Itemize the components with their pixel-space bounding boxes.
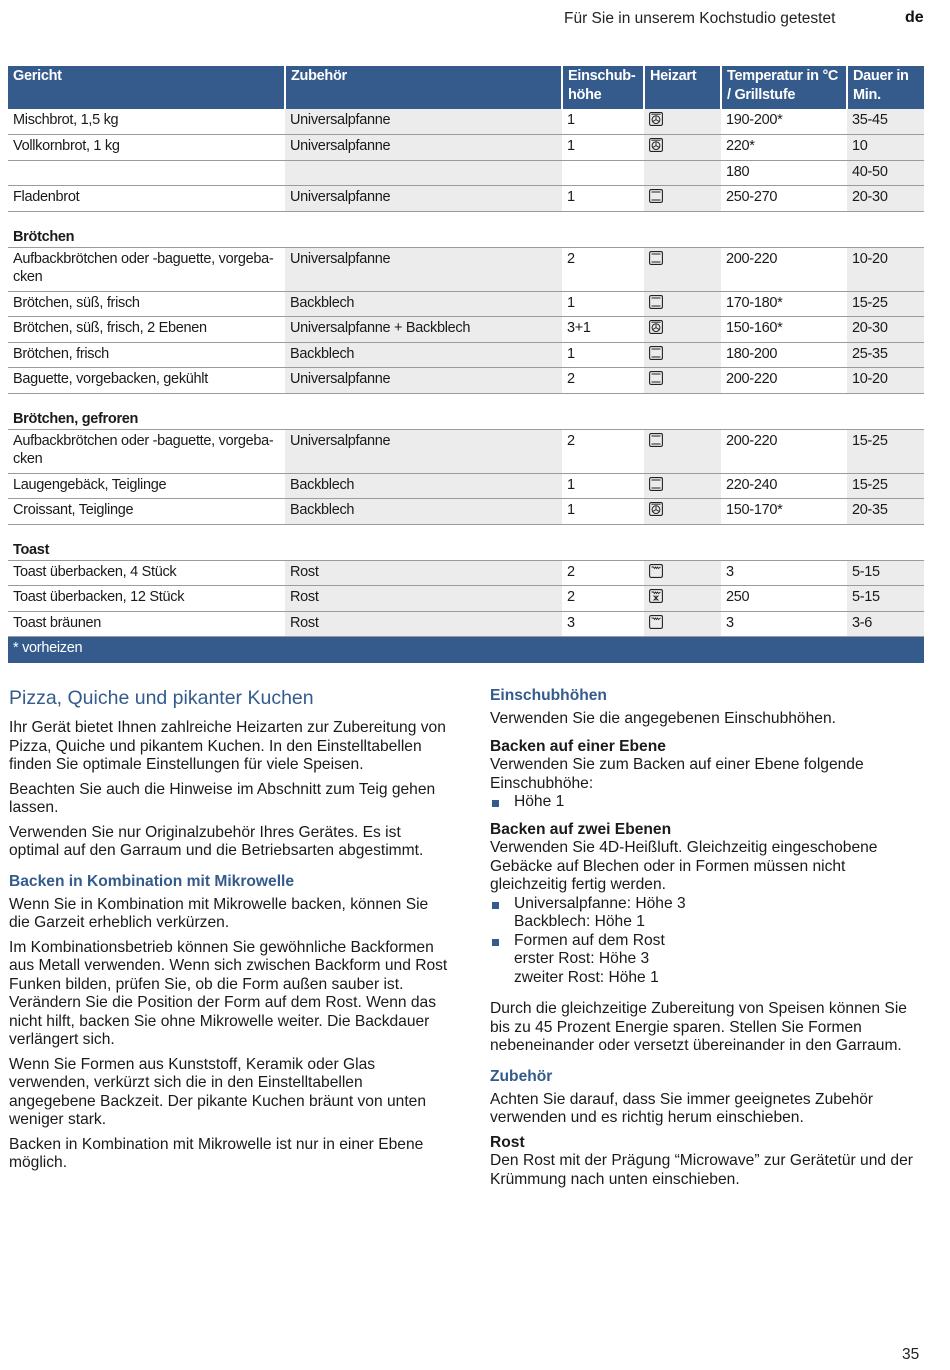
cell-dish: Aufbackbrötchen oder -baguette, vorgeba-cken bbox=[8, 429, 285, 473]
page-number: 35 bbox=[902, 1346, 920, 1363]
cell-level: 3+1 bbox=[562, 317, 644, 343]
cell-dish: Toast überbacken, 4 Stück bbox=[8, 560, 285, 586]
cell-dish: Brötchen, süß, frisch, 2 Ebenen bbox=[8, 317, 285, 343]
cell-temperature: 3 bbox=[721, 611, 847, 637]
top-bottom-heat-icon bbox=[649, 477, 663, 491]
section-row bbox=[8, 524, 924, 560]
cell-dish: Croissant, Teiglinge bbox=[8, 499, 285, 525]
language-code: de bbox=[905, 9, 924, 26]
table-row bbox=[8, 560, 924, 586]
cell-accessory: Universalpfanne bbox=[285, 135, 562, 161]
cell-temperature: 150-160* bbox=[721, 317, 847, 343]
paragraph: Im Kombinationsbetrieb können Sie gewöhnliche Backformen aus Metall verwenden. Wenn sich zwischen Backform und Rost Funken bilden, prüfen Sie, ob die Form außen sauber ist. Verändern Sie die Position der Form auf dem Rost. Wenn das nicht hilft, backen Sie ohne Mikrowelle weiter. Die Backdauer verlängert sich. bbox=[9, 938, 448, 1048]
table-row bbox=[8, 342, 924, 368]
fan-icon bbox=[649, 502, 663, 516]
header-title: Für Sie in unserem Kochstudio getestet bbox=[564, 10, 836, 27]
cell-dish: Aufbackbrötchen oder -baguette, vorgeba-cken bbox=[8, 247, 285, 291]
cell-duration: 3-6 bbox=[847, 611, 924, 637]
cell-accessory: Universalpfanne bbox=[285, 247, 562, 291]
cell-heating-mode bbox=[644, 499, 721, 525]
cell-accessory: Universalpfanne bbox=[285, 109, 562, 135]
top-bottom-heat-icon bbox=[649, 251, 663, 265]
top-bottom-heat-icon bbox=[649, 433, 663, 447]
cell-accessory: Rost bbox=[285, 611, 562, 637]
cell-duration: 35-45 bbox=[847, 109, 924, 135]
cell-duration: 5-15 bbox=[847, 560, 924, 586]
cell-heating-mode bbox=[644, 560, 721, 586]
paragraph: Beachten Sie auch die Hinweise im Abschnitt zum Teig gehen lassen. bbox=[9, 780, 436, 816]
cell-heating-mode bbox=[644, 429, 721, 473]
cell-duration: 20-30 bbox=[847, 317, 924, 343]
col-header-level: Einschub-höhe bbox=[562, 66, 644, 109]
col-header-dish: Gericht bbox=[8, 66, 285, 109]
section-label: Toast bbox=[8, 524, 924, 560]
cell-duration: 20-35 bbox=[847, 499, 924, 525]
col-header-temperature: Temperatur in °C / Grillstufe bbox=[721, 66, 847, 109]
cell-level: 2 bbox=[562, 429, 644, 473]
cell-level: 1 bbox=[562, 291, 644, 317]
fan-icon bbox=[649, 138, 663, 152]
grill-icon bbox=[649, 564, 663, 578]
table-row bbox=[8, 160, 924, 186]
heading-two-levels: Backen auf zwei Ebenen bbox=[490, 820, 672, 838]
section-label: Brötchen bbox=[8, 211, 924, 247]
cell-level: 1 bbox=[562, 499, 644, 525]
cell-level: 1 bbox=[562, 473, 644, 499]
cell-duration: 15-25 bbox=[847, 473, 924, 499]
cell-duration: 25-35 bbox=[847, 342, 924, 368]
footnote: * vorheizen bbox=[8, 637, 924, 663]
table-body bbox=[8, 109, 924, 663]
section-row bbox=[8, 211, 924, 247]
cell-accessory: Backblech bbox=[285, 499, 562, 525]
cell-level: 2 bbox=[562, 586, 644, 612]
table-row bbox=[8, 291, 924, 317]
paragraph: Durch die gleichzeitige Zubereitung von Speisen können Sie bis zu 45 Prozent Energie sparen. Stellen Sie Formen nebeneinander oder versetzt übereinander in den Garraum. bbox=[490, 1000, 907, 1054]
cell-accessory: Universalpfanne bbox=[285, 368, 562, 394]
fan-icon bbox=[649, 112, 663, 126]
table-row bbox=[8, 611, 924, 637]
cell-duration: 10-20 bbox=[847, 368, 924, 394]
cell-heating-mode bbox=[644, 247, 721, 291]
paragraph: Verwenden Sie die angegebenen Einschubhöhen. bbox=[490, 710, 836, 727]
cell-dish: Laugengebäck, Teiglinge bbox=[8, 473, 285, 499]
list-item: Höhe 1 bbox=[490, 793, 922, 812]
paragraph: Verwenden Sie 4D-Heißluft. Gleichzeitig eingeschobene Gebäcke auf Blechen oder in Formen müssen nicht gleichzeitig fertig werden. bbox=[490, 839, 878, 893]
cell-temperature: 220-240 bbox=[721, 473, 847, 499]
paragraph: Wenn Sie Formen aus Kunststoff, Keramik oder Glas verwenden, verkürzt sich die in den Einstelltabellen angegebene Backzeit. Der pikante Kuchen bräunt von unten weniger stark. bbox=[9, 1055, 426, 1128]
cell-dish: Mischbrot, 1,5 kg bbox=[8, 109, 285, 135]
footnote-row bbox=[8, 637, 924, 663]
table-row bbox=[8, 186, 924, 212]
list-item: Universalpfanne: Höhe 3 Backblech: Höhe 1 bbox=[490, 895, 922, 932]
paragraph: Achten Sie darauf, dass Sie immer geeignetes Zubehör verwenden und es richtig herum einschieben. bbox=[490, 1090, 874, 1126]
cell-accessory: Universalpfanne + Backblech bbox=[285, 317, 562, 343]
table-row bbox=[8, 109, 924, 135]
section-row bbox=[8, 393, 924, 429]
cell-heating-mode bbox=[644, 317, 721, 343]
cell-duration: 5-15 bbox=[847, 586, 924, 612]
cell-duration: 20-30 bbox=[847, 186, 924, 212]
fan-icon bbox=[649, 320, 663, 334]
cell-duration: 10 bbox=[847, 135, 924, 161]
cell-temperature: 190-200* bbox=[721, 109, 847, 135]
cell-temperature: 150-170* bbox=[721, 499, 847, 525]
heading-rack: Rost bbox=[490, 1133, 525, 1151]
cell-heating-mode bbox=[644, 473, 721, 499]
bullet-square-icon bbox=[492, 939, 499, 946]
cell-temperature: 180-200 bbox=[721, 342, 847, 368]
grill-icon bbox=[649, 615, 663, 629]
section-label: Brötchen, gefroren bbox=[8, 393, 924, 429]
bullet-square-icon bbox=[492, 902, 499, 909]
left-column bbox=[9, 686, 449, 1179]
cell-accessory: Backblech bbox=[285, 291, 562, 317]
col-header-heating-mode: Heizart bbox=[644, 66, 721, 109]
fan-grill-icon bbox=[649, 589, 663, 603]
page-header bbox=[0, 8, 950, 30]
top-bottom-heat-icon bbox=[649, 346, 663, 360]
cell-heating-mode bbox=[644, 342, 721, 368]
cell-duration: 10-20 bbox=[847, 247, 924, 291]
cell-level: 1 bbox=[562, 135, 644, 161]
cell-temperature: 200-220 bbox=[721, 368, 847, 394]
cell-dish: Toast bräunen bbox=[8, 611, 285, 637]
table-row bbox=[8, 135, 924, 161]
cell-duration: 40-50 bbox=[847, 160, 924, 186]
cell-dish: Baguette, vorgebacken, gekühlt bbox=[8, 368, 285, 394]
settings-table bbox=[8, 66, 924, 663]
cell-duration: 15-25 bbox=[847, 429, 924, 473]
cell-duration: 15-25 bbox=[847, 291, 924, 317]
top-bottom-heat-icon bbox=[649, 371, 663, 385]
cell-accessory: Universalpfanne bbox=[285, 186, 562, 212]
top-bottom-heat-icon bbox=[649, 295, 663, 309]
col-header-duration: Dauer in Min. bbox=[847, 66, 924, 109]
cell-heating-mode bbox=[644, 135, 721, 161]
section-heading-pizza: Pizza, Quiche und pikanter Kuchen bbox=[9, 687, 314, 709]
heading-one-level: Backen auf einer Ebene bbox=[490, 737, 666, 755]
cell-accessory: Backblech bbox=[285, 473, 562, 499]
cell-temperature: 3 bbox=[721, 560, 847, 586]
cell-temperature: 250 bbox=[721, 586, 847, 612]
cell-level: 2 bbox=[562, 368, 644, 394]
cell-heating-mode bbox=[644, 109, 721, 135]
table-row bbox=[8, 586, 924, 612]
table-row bbox=[8, 247, 924, 291]
cell-level: 3 bbox=[562, 611, 644, 637]
paragraph: Den Rost mit der Prägung “Microwave” zur Gerätetür und der Krümmung nach unten einschieben. bbox=[490, 1152, 913, 1188]
table-row bbox=[8, 473, 924, 499]
cell-accessory: Backblech bbox=[285, 342, 562, 368]
paragraph: Verwenden Sie nur Originalzubehör Ihres Gerätes. Es ist optimal auf den Garraum und die Betriebsarten abgestimmt. bbox=[9, 823, 424, 859]
cell-temperature: 170-180* bbox=[721, 291, 847, 317]
cell-accessory: Universalpfanne bbox=[285, 429, 562, 473]
cell-temperature: 220* bbox=[721, 135, 847, 161]
cell-level: 2 bbox=[562, 560, 644, 586]
cell-dish: Toast überbacken, 12 Stück bbox=[8, 586, 285, 612]
subheading-microwave: Backen in Kombination mit Mikrowelle bbox=[9, 872, 295, 890]
table-head bbox=[8, 66, 924, 109]
paragraph: Wenn Sie in Kombination mit Mikrowelle backen, können Sie die Garzeit erheblich verkürzen. bbox=[9, 895, 429, 931]
bullet-list bbox=[490, 793, 922, 812]
cell-heating-mode bbox=[644, 186, 721, 212]
paragraph: Backen in Kombination mit Mikrowelle ist nur in einer Ebene möglich. bbox=[9, 1135, 424, 1171]
cell-temperature: 250-270 bbox=[721, 186, 847, 212]
cell-heating-mode bbox=[644, 368, 721, 394]
cell-dish: Vollkornbrot, 1 kg bbox=[8, 135, 285, 161]
table-row bbox=[8, 368, 924, 394]
subheading-accessories: Zubehör bbox=[490, 1067, 553, 1085]
cell-level: 1 bbox=[562, 186, 644, 212]
bullet-square-icon bbox=[492, 800, 499, 807]
cell-heating-mode bbox=[644, 586, 721, 612]
top-bottom-heat-icon bbox=[649, 189, 663, 203]
cell-heating-mode bbox=[644, 291, 721, 317]
cell-dish: Fladenbrot bbox=[8, 186, 285, 212]
table-row bbox=[8, 317, 924, 343]
cell-accessory: Rost bbox=[285, 560, 562, 586]
table-row bbox=[8, 499, 924, 525]
subheading-levels: Einschubhöhen bbox=[490, 687, 607, 704]
cell-temperature: 200-220 bbox=[721, 247, 847, 291]
cell-temperature: 200-220 bbox=[721, 429, 847, 473]
cell-accessory: Rost bbox=[285, 586, 562, 612]
cell-level: 1 bbox=[562, 109, 644, 135]
cell-dish: Brötchen, süß, frisch bbox=[8, 291, 285, 317]
cell-level: 2 bbox=[562, 247, 644, 291]
paragraph: Ihr Gerät bietet Ihnen zahlreiche Heizarten zur Zubereitung von Pizza, Quiche und pikantem Kuchen. In den Einstelltabellen finden Sie optimale Einstellungen für viele Speisen. bbox=[9, 719, 446, 773]
list-item: Formen auf dem Rost erster Rost: Höhe 3 zweiter Rost: Höhe 1 bbox=[490, 932, 922, 988]
cell-level: 1 bbox=[562, 342, 644, 368]
bullet-list bbox=[490, 895, 922, 988]
cell-dish: Brötchen, frisch bbox=[8, 342, 285, 368]
col-header-accessory: Zubehör bbox=[285, 66, 562, 109]
cell-temperature: 180 bbox=[721, 160, 847, 186]
right-column bbox=[490, 686, 922, 1195]
table-row bbox=[8, 429, 924, 473]
cell-heating-mode bbox=[644, 611, 721, 637]
paragraph: Verwenden Sie zum Backen auf einer Ebene folgende Einschubhöhe: bbox=[490, 756, 864, 792]
